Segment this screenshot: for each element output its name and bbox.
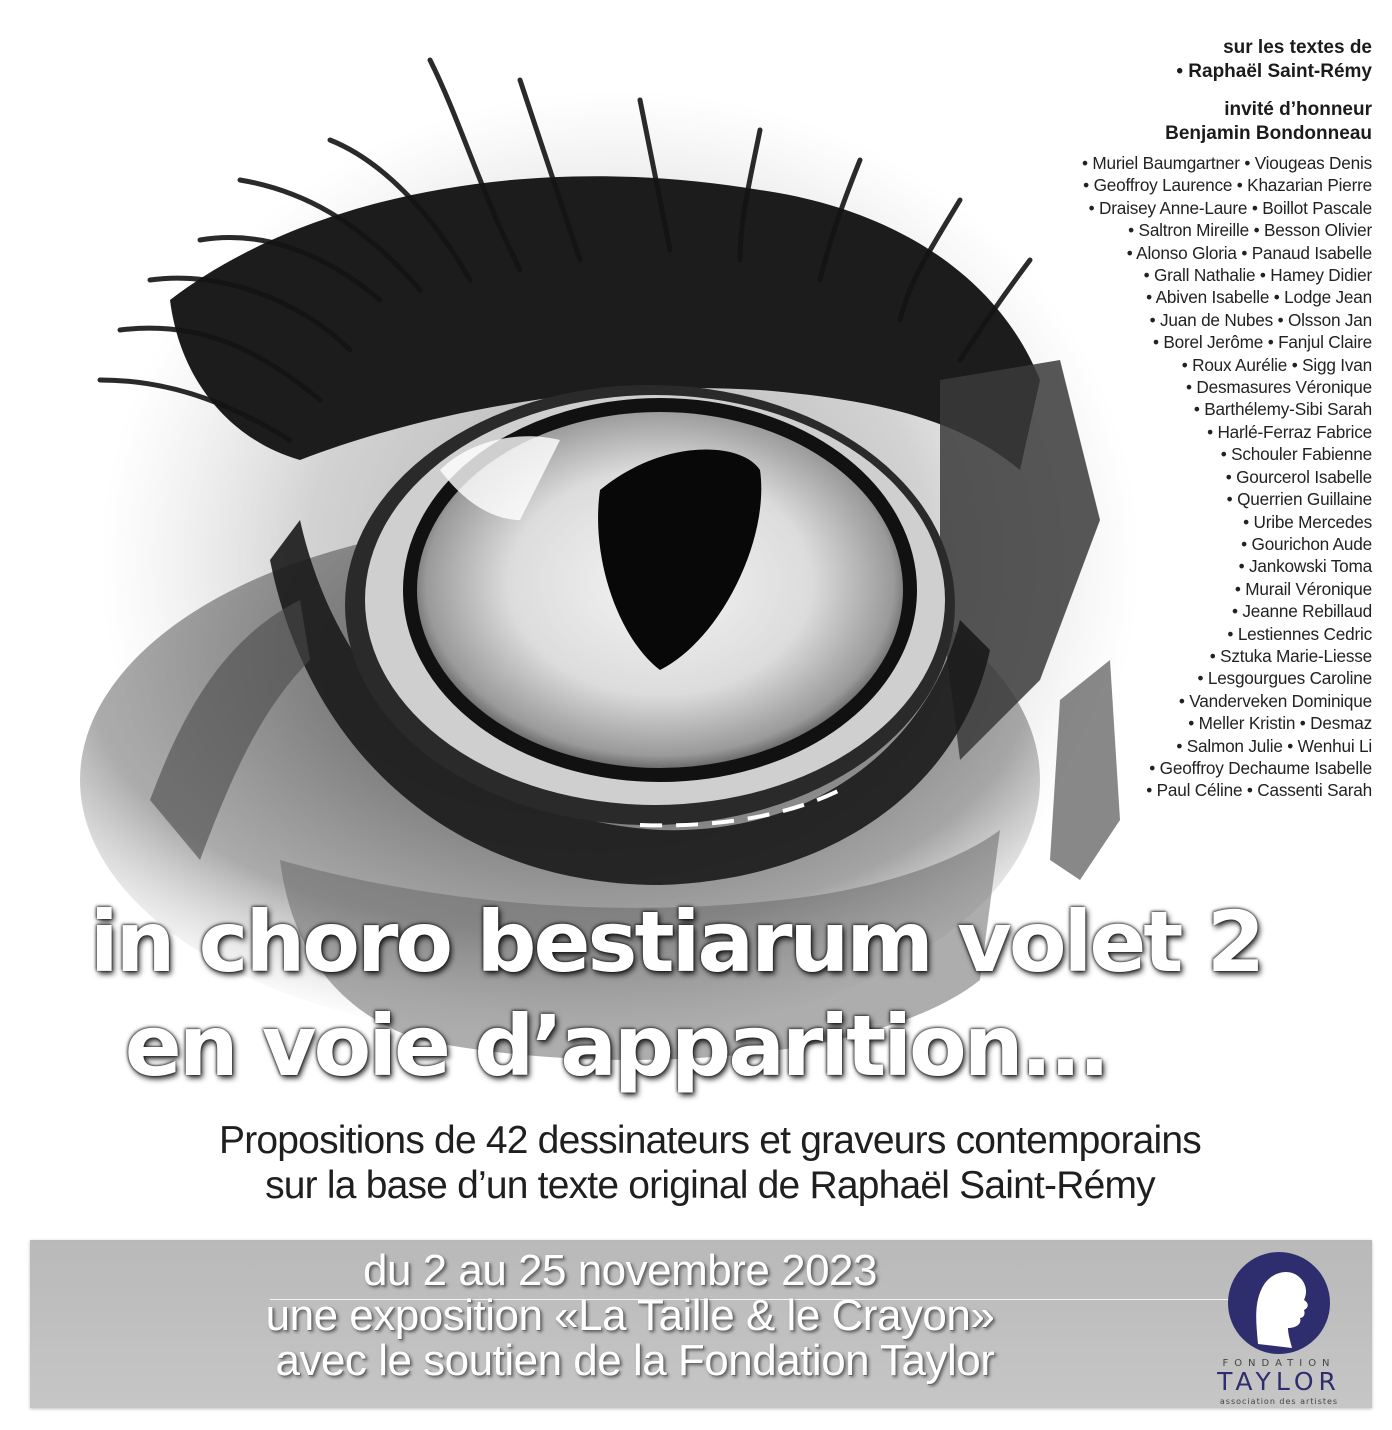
artist-line: • Uribe Mercedes [1243,511,1372,532]
exhibition-organizer: une exposition «La Taille & le Crayon» [265,1291,995,1340]
artist-line: • Roux Aurélie • Sigg Ivan [1181,354,1372,375]
artist-line: • Lestiennes Cedric [1227,623,1372,644]
artist-line: • Querrien Guillaine [1226,489,1372,510]
artist-line: • Geoffroy Dechaume Isabelle [1149,757,1372,778]
artist-line: • Meller Kristin • Desmaz [1188,713,1372,734]
artist-line: • Alonso Gloria • Panaud Isabelle [1126,242,1372,263]
artist-line: • Desmasures Véronique [1186,377,1372,398]
logo-label-sub: association des artistes [1219,1397,1339,1406]
artist-line: • Sztuka Marie-Liesse [1209,645,1372,666]
exhibition-sponsor: avec le soutien de la Fondation Taylor [275,1336,995,1385]
profile-silhouette-icon [1228,1252,1330,1354]
honor-label: invité d’honneur [1224,99,1372,120]
artist-line: • Barthélemy-Sibi Sarah [1193,399,1372,420]
artist-line: • Harlé-Ferraz Fabrice [1207,421,1372,442]
logo-label-top: FONDATION [1222,1358,1336,1369]
artist-line: • Vanderveken Dominique [1178,690,1372,711]
artist-line: • Geoffroy Laurence • Khazarian Pierre [1083,175,1372,196]
honor-block [952,98,1372,146]
exhibition-dates: du 2 au 25 novembre 2023 [363,1246,877,1295]
subtitle-line-2: sur la base d’un texte original de Raphaël Saint-Rémy [265,1164,1155,1207]
artist-line: • Salmon Julie • Wenhui Li [1176,735,1372,756]
artist-line: • Borel Jerôme • Fanjul Claire [1152,332,1372,353]
logo-label-main: TAYLOR [1217,1367,1341,1396]
artist-line: • Saltron Mireille • Besson Olivier [1128,220,1372,241]
artist-list [952,152,1372,802]
artist-line: • Draisey Anne-Laure • Boillot Pascale [1088,197,1372,218]
texts-label: sur les textes de [1223,37,1372,58]
title-line-2: en voie d’apparition... [124,997,1108,1095]
artist-line: • Juan de Nubes • Olsson Jan [1149,309,1372,330]
artist-line: • Jankowski Toma [1238,556,1372,577]
artist-line: • Abiven Isabelle • Lodge Jean [1146,287,1372,308]
artist-line: • Gourcerol Isabelle [1225,466,1372,487]
artist-line: • Paul Céline • Cassenti Sarah [1146,780,1372,801]
honor-name: Benjamin Bondonneau [1165,123,1372,144]
footer-band [30,1240,1372,1408]
subtitle [0,1118,1392,1208]
credits-block [952,36,1372,802]
fondation-taylor-logo [1196,1252,1362,1408]
artist-line: • Grall Nathalie • Hamey Didier [1143,265,1372,286]
artist-line: • Murail Véronique [1234,578,1372,599]
artist-line: • Muriel Baumgartner • Viougeas Denis [1082,153,1372,173]
artist-line: • Gourichon Aude [1241,533,1372,554]
artist-line: • Lesgourgues Caroline [1197,668,1372,689]
artist-line: • Jeanne Rebillaud [1231,601,1372,622]
texts-author: • Raphaël Saint-Rémy [1176,61,1372,82]
artist-line: • Schouler Fabienne [1220,444,1372,465]
exhibition-title [0,890,1392,1098]
footer-text [30,1248,1230,1383]
subtitle-line-1: Propositions de 42 dessinateurs et graveurs contemporains [219,1119,1201,1162]
title-line-1: in choro bestiarum volet 2 [89,893,1263,991]
